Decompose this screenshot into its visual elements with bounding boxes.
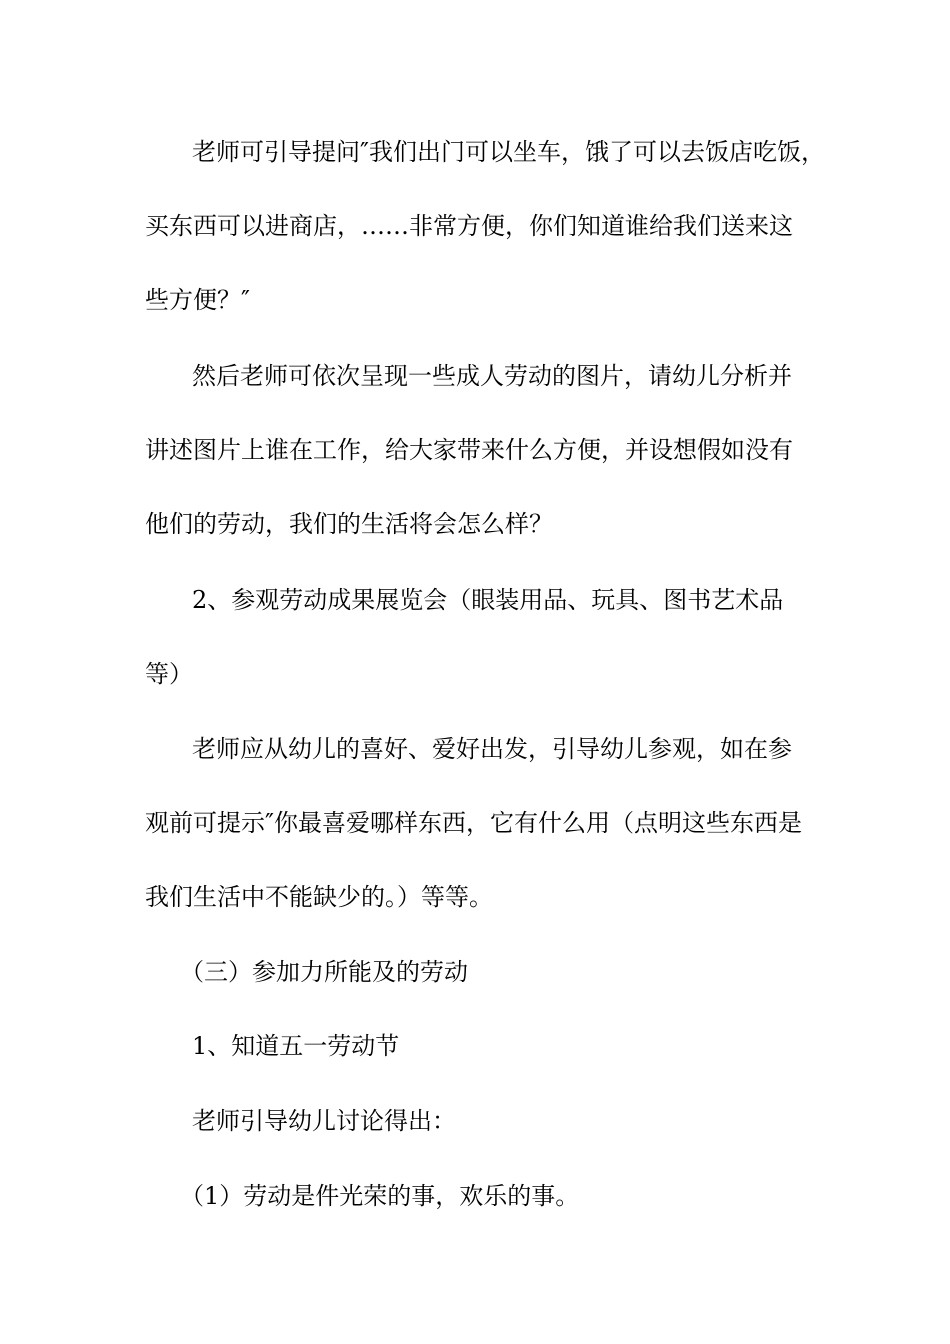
paragraph-line: 讲述图片上谁在工作，给大家带来什么方便，并设想假如没有 xyxy=(145,436,793,464)
paragraph-line: 老师应从幼儿的喜好、爱好出发，引导幼儿参观，如在参 xyxy=(192,735,792,763)
section-heading-continuation: 等） xyxy=(145,660,193,688)
section-heading: 2、参观劳动成果展览会（眼装用品、玩具、图书艺术品 xyxy=(192,586,784,614)
paragraph-line: 然后老师可依次呈现一些成人劳动的图片，请幼儿分析并 xyxy=(192,362,792,390)
section-heading: （三）参加力所能及的劳动 xyxy=(180,958,468,986)
paragraph-line: 些方便？″ xyxy=(145,286,250,314)
list-item: （1）劳动是件光荣的事，欢乐的事。 xyxy=(180,1182,580,1210)
subsection-heading: 1、知道五一劳动节 xyxy=(192,1032,400,1060)
paragraph-line: 观前可提示″你最喜爱哪样东西，它有什么用（点明这些东西是 xyxy=(145,809,802,837)
paragraph-line: 老师引导幼儿讨论得出： xyxy=(192,1107,456,1135)
paragraph-line: 老师可引导提问″我们出门可以坐车，饿了可以去饭店吃饭， xyxy=(192,138,825,166)
paragraph-line: 我们生活中不能缺少的。）等等。 xyxy=(145,883,493,911)
paragraph-line: 他们的劳动，我们的生活将会怎么样？ xyxy=(145,510,553,538)
paragraph-line: 买东西可以进商店，……非常方便，你们知道谁给我们送来这 xyxy=(145,212,793,240)
